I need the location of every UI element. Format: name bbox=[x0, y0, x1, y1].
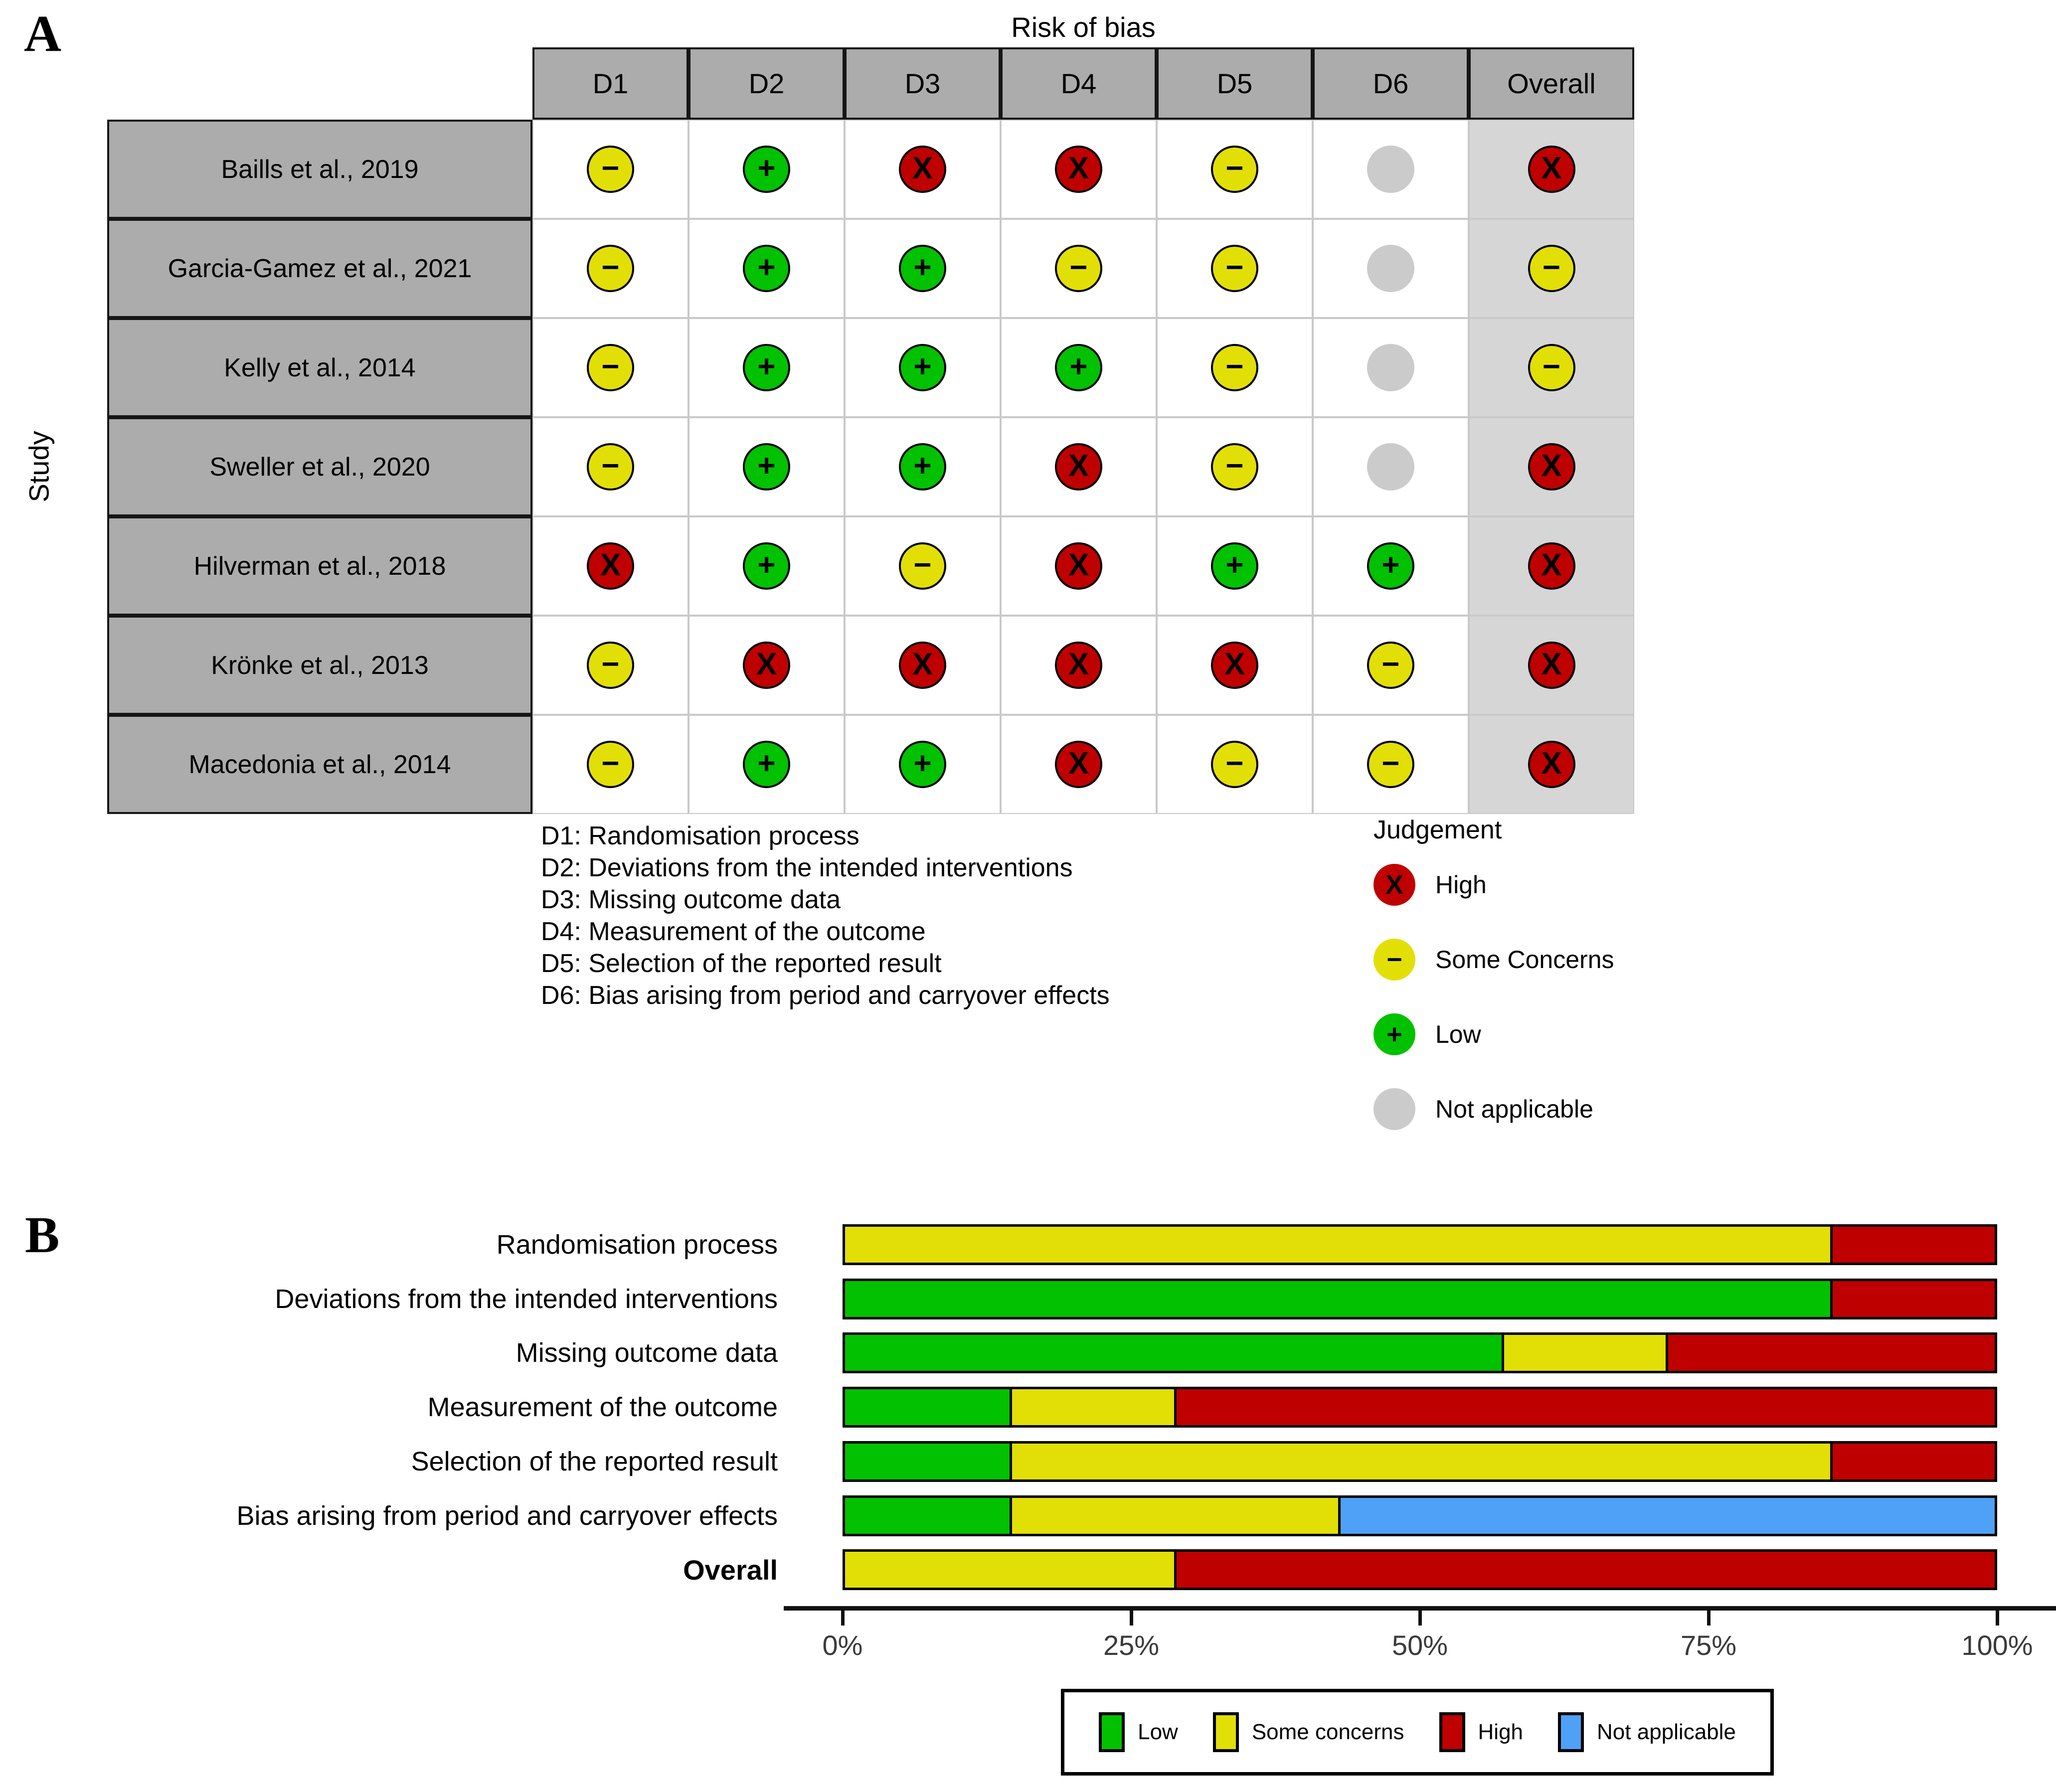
judgement-cell bbox=[1469, 417, 1634, 516]
bar-segment-low bbox=[845, 1444, 1010, 1479]
judgement-symbol: + bbox=[757, 746, 776, 781]
bar-category-label: Deviations from the intended interventions bbox=[275, 1284, 778, 1314]
column-header-d5: D5 bbox=[1157, 47, 1313, 120]
bar-legend-swatch bbox=[1439, 1712, 1465, 1752]
judgement-cell bbox=[688, 417, 845, 516]
stacked-bar bbox=[843, 1441, 1997, 1482]
judgement-circle bbox=[743, 146, 790, 193]
judgement-circle bbox=[1528, 741, 1575, 788]
judgement-symbol: − bbox=[1225, 746, 1244, 781]
judgement-symbol: − bbox=[601, 250, 620, 285]
judgement-cell bbox=[688, 318, 845, 417]
judgement-symbol: − bbox=[1225, 250, 1244, 285]
judgement-symbol: X bbox=[756, 647, 777, 681]
bar-segment-low bbox=[845, 1498, 1010, 1534]
judgement-circle bbox=[1211, 443, 1258, 490]
judgement-symbol: + bbox=[913, 746, 932, 781]
judgement-symbol: X bbox=[1541, 547, 1562, 582]
judgement-symbol: − bbox=[601, 349, 620, 384]
judgement-symbol: X bbox=[1068, 647, 1089, 681]
judgement-circle bbox=[1367, 642, 1414, 689]
bar-category-label: Bias arising from period and carryover effects bbox=[236, 1500, 778, 1531]
judgement-legend-circle bbox=[1373, 939, 1415, 980]
bar-legend-item bbox=[1439, 1712, 1524, 1752]
judgement-cell bbox=[1157, 219, 1313, 318]
judgement-legend-items bbox=[1373, 864, 1614, 1130]
bar-segment-low bbox=[845, 1281, 1830, 1317]
bar-segment-high bbox=[1174, 1552, 1995, 1588]
judgement-symbol: X bbox=[1541, 151, 1562, 185]
judgement-circle bbox=[743, 245, 790, 292]
judgement-cell bbox=[1001, 616, 1157, 715]
column-header-d6: D6 bbox=[1313, 47, 1469, 120]
domain-definition-line: D4: Measurement of the outcome bbox=[541, 917, 926, 946]
judgement-symbol: X bbox=[1541, 647, 1562, 681]
judgement-circle bbox=[1367, 344, 1414, 391]
judgement-legend-item bbox=[1373, 1088, 1614, 1130]
judgement-symbol: − bbox=[913, 547, 932, 582]
judgement-circle bbox=[1528, 245, 1575, 292]
bar-category-label: Missing outcome data bbox=[515, 1338, 778, 1368]
judgement-circle bbox=[1367, 443, 1414, 490]
column-header-d3: D3 bbox=[845, 47, 1001, 120]
panel-a-letter: A bbox=[24, 5, 62, 62]
judgement-symbol: + bbox=[913, 448, 932, 483]
judgement-symbol: − bbox=[1542, 349, 1561, 384]
judgement-cell bbox=[1469, 516, 1634, 616]
judgement-legend-item bbox=[1373, 939, 1614, 980]
stacked-bar bbox=[843, 1495, 1997, 1536]
judgement-symbol: − bbox=[601, 448, 620, 483]
bar-legend-label: High bbox=[1478, 1720, 1524, 1744]
judgement-circle bbox=[1055, 642, 1102, 689]
judgement-cell bbox=[688, 715, 845, 814]
judgement-circle bbox=[587, 741, 634, 788]
judgement-legend-circle bbox=[1373, 1013, 1415, 1055]
judgement-circle bbox=[1055, 542, 1102, 590]
judgement-symbol: + bbox=[1381, 547, 1400, 582]
panel-b-letter: B bbox=[25, 1206, 60, 1264]
judgement-circle bbox=[1211, 344, 1258, 391]
judgement-circle bbox=[899, 542, 946, 590]
judgement-legend-symbol: + bbox=[1386, 1019, 1402, 1049]
judgement-circle bbox=[1211, 245, 1258, 292]
judgement-symbol: − bbox=[601, 647, 620, 681]
x-axis-tick-label: 100% bbox=[1961, 1629, 2033, 1661]
domain-definition-line: D1: Randomisation process bbox=[541, 821, 859, 850]
stacked-bar bbox=[843, 1224, 1997, 1265]
judgement-legend-label: Not applicable bbox=[1435, 1095, 1593, 1123]
judgement-circle bbox=[1367, 542, 1414, 590]
judgement-circle bbox=[1055, 245, 1102, 292]
judgement-cell bbox=[1469, 219, 1634, 318]
judgement-circle bbox=[1211, 642, 1258, 689]
judgement-circle bbox=[1211, 146, 1258, 193]
stacked-bar bbox=[843, 1279, 1997, 1319]
judgement-legend bbox=[1373, 815, 1614, 1163]
judgement-symbol: + bbox=[757, 448, 776, 483]
judgement-circle bbox=[587, 344, 634, 391]
judgement-symbol: X bbox=[1541, 448, 1562, 483]
judgement-circle bbox=[743, 741, 790, 788]
bar-segment-high bbox=[1830, 1281, 1995, 1317]
bar-legend-swatch bbox=[1099, 1712, 1125, 1752]
judgement-circle bbox=[587, 542, 634, 590]
bar-legend-swatch bbox=[1558, 1712, 1584, 1752]
study-label-cell: Macedonia et al., 2014 bbox=[107, 715, 532, 814]
column-header-d4: D4 bbox=[1001, 47, 1157, 120]
table-corner-blank bbox=[107, 47, 532, 120]
judgement-cell bbox=[1313, 616, 1469, 715]
bar-category-label: Measurement of the outcome bbox=[427, 1392, 778, 1423]
judgement-cell bbox=[1469, 120, 1634, 219]
judgement-symbol: + bbox=[913, 349, 932, 384]
judgement-circle bbox=[1367, 741, 1414, 788]
judgement-cell bbox=[1469, 616, 1634, 715]
judgement-circle bbox=[899, 245, 946, 292]
bar-segment-not-applicable bbox=[1338, 1498, 1995, 1534]
judgement-symbol: X bbox=[1068, 151, 1089, 185]
x-axis-line bbox=[784, 1606, 2056, 1611]
judgement-circle bbox=[587, 443, 634, 490]
stacked-bar bbox=[843, 1549, 1997, 1590]
judgement-circle bbox=[1528, 344, 1575, 391]
bar-legend-item bbox=[1099, 1712, 1178, 1752]
judgement-cell bbox=[532, 120, 688, 219]
judgement-cell bbox=[1157, 120, 1313, 219]
domain-definition-line: D2: Deviations from the intended interventions bbox=[541, 853, 1073, 882]
study-label-cell: Krönke et al., 2013 bbox=[107, 616, 532, 715]
study-label-cell: Garcia-Gamez et al., 2021 bbox=[107, 219, 532, 318]
judgement-cell bbox=[688, 219, 845, 318]
bar-legend-label: Some concerns bbox=[1251, 1720, 1404, 1744]
judgement-cell bbox=[1157, 516, 1313, 616]
judgement-legend-label: Some Concerns bbox=[1435, 946, 1614, 974]
judgement-symbol: X bbox=[1068, 448, 1089, 483]
domain-definitions bbox=[541, 820, 1110, 1011]
x-axis-tick-label: 25% bbox=[1103, 1629, 1160, 1661]
judgement-circle bbox=[1367, 245, 1414, 292]
x-axis-tick-label: 75% bbox=[1680, 1629, 1737, 1661]
stacked-bar bbox=[843, 1332, 1997, 1373]
bar-segment-low bbox=[845, 1389, 1010, 1425]
judgement-circle bbox=[1055, 344, 1102, 391]
judgement-cell bbox=[845, 417, 1001, 516]
judgement-legend-symbol: − bbox=[1386, 945, 1402, 975]
judgement-symbol: + bbox=[757, 250, 776, 285]
study-axis-label: Study bbox=[23, 431, 55, 502]
judgement-symbol: − bbox=[601, 746, 620, 781]
bar-segment-high bbox=[1830, 1444, 1995, 1479]
judgement-circle bbox=[743, 542, 790, 590]
judgement-circle bbox=[587, 146, 634, 193]
judgement-cell bbox=[1313, 715, 1469, 814]
judgement-cell bbox=[845, 715, 1001, 814]
study-label-cell: Hilverman et al., 2018 bbox=[107, 516, 532, 616]
judgement-cell bbox=[1469, 715, 1634, 814]
judgement-legend-label: Low bbox=[1435, 1020, 1481, 1048]
judgement-cell bbox=[1313, 516, 1469, 616]
x-axis-tick-label: 50% bbox=[1391, 1629, 1448, 1661]
judgement-cell bbox=[1001, 715, 1157, 814]
judgement-cell bbox=[532, 516, 688, 616]
judgement-cell bbox=[1157, 318, 1313, 417]
judgement-symbol: − bbox=[1225, 448, 1244, 483]
judgement-cell bbox=[532, 715, 688, 814]
judgement-circle bbox=[743, 443, 790, 490]
judgement-legend-item bbox=[1373, 864, 1614, 906]
judgement-circle bbox=[899, 443, 946, 490]
study-label-cell: Sweller et al., 2020 bbox=[107, 417, 532, 516]
bar-segment-some-concerns bbox=[1502, 1335, 1666, 1371]
judgement-legend-symbol: X bbox=[1385, 870, 1404, 900]
judgement-circle bbox=[899, 741, 946, 788]
judgement-circle bbox=[1211, 542, 1258, 590]
x-axis-tick bbox=[1130, 1611, 1133, 1626]
judgement-symbol: + bbox=[757, 547, 776, 582]
judgement-cell bbox=[532, 417, 688, 516]
column-header-overall: Overall bbox=[1469, 47, 1634, 120]
bar-segment-some-concerns bbox=[845, 1552, 1174, 1588]
bar-segment-some-concerns bbox=[845, 1227, 1830, 1263]
bar-legend-item bbox=[1213, 1712, 1404, 1752]
judgement-symbol: + bbox=[913, 250, 932, 285]
judgement-circle bbox=[899, 344, 946, 391]
x-axis-tick bbox=[1418, 1611, 1422, 1626]
judgement-cell bbox=[532, 318, 688, 417]
bar-segment-some-concerns bbox=[1010, 1389, 1174, 1425]
risk-of-bias-title: Risk of bias bbox=[1011, 11, 1156, 43]
judgement-circle bbox=[1367, 146, 1414, 193]
x-axis-tick-label: 0% bbox=[822, 1629, 863, 1661]
bar-legend-item bbox=[1558, 1712, 1736, 1752]
judgement-circle bbox=[1528, 542, 1575, 590]
judgement-symbol: + bbox=[757, 151, 776, 185]
judgement-legend-item bbox=[1373, 1013, 1614, 1055]
bar-category-label: Selection of the reported result bbox=[411, 1446, 778, 1476]
x-axis-tick bbox=[1996, 1611, 1999, 1626]
bar-segment-high bbox=[1666, 1335, 1995, 1371]
judgement-symbol: − bbox=[1069, 250, 1088, 285]
judgement-cell bbox=[1313, 417, 1469, 516]
x-axis-tick bbox=[841, 1611, 845, 1626]
bar-segment-high bbox=[1830, 1227, 1995, 1263]
column-header-d2: D2 bbox=[688, 47, 845, 120]
judgement-cell bbox=[845, 219, 1001, 318]
judgement-cell bbox=[1001, 318, 1157, 417]
bar-category-label: Overall bbox=[683, 1554, 778, 1586]
bar-legend-label: Low bbox=[1138, 1720, 1178, 1744]
judgement-cell bbox=[845, 516, 1001, 616]
bar-category-label: Randomisation process bbox=[496, 1230, 778, 1260]
judgement-circle bbox=[1055, 146, 1102, 193]
judgement-symbol: + bbox=[1225, 547, 1244, 582]
study-label-cell: Baills et al., 2019 bbox=[107, 120, 532, 219]
judgement-symbol: − bbox=[1225, 151, 1244, 185]
judgement-circle bbox=[1528, 146, 1575, 193]
judgement-circle bbox=[1528, 642, 1575, 689]
judgement-symbol: X bbox=[1541, 746, 1562, 781]
judgement-legend-label: High bbox=[1435, 871, 1487, 899]
judgement-cell bbox=[688, 616, 845, 715]
judgement-symbol: X bbox=[600, 547, 621, 582]
judgement-cell bbox=[1157, 417, 1313, 516]
judgement-symbol: + bbox=[1069, 349, 1088, 384]
judgement-cell bbox=[688, 120, 845, 219]
domain-definition-line: D3: Missing outcome data bbox=[541, 885, 841, 914]
judgement-symbol: − bbox=[1542, 250, 1561, 285]
judgement-cell bbox=[1157, 616, 1313, 715]
judgement-cell bbox=[532, 616, 688, 715]
judgement-circle bbox=[1528, 443, 1575, 490]
bar-segment-some-concerns bbox=[1010, 1444, 1830, 1479]
bar-segment-high bbox=[1174, 1389, 1995, 1425]
stacked-bar bbox=[843, 1387, 1997, 1428]
bar-chart-legend bbox=[1061, 1689, 1774, 1776]
judgement-symbol: X bbox=[912, 647, 933, 681]
domain-definition-line: D5: Selection of the reported result bbox=[541, 949, 942, 978]
judgement-cell bbox=[845, 318, 1001, 417]
judgement-symbol: X bbox=[1068, 746, 1089, 781]
bar-segment-low bbox=[845, 1335, 1502, 1371]
judgement-symbol: − bbox=[601, 151, 620, 185]
traffic-light-table bbox=[107, 47, 1634, 814]
judgement-cell bbox=[1313, 120, 1469, 219]
judgement-circle bbox=[743, 642, 790, 689]
judgement-cell bbox=[532, 219, 688, 318]
judgement-cell bbox=[1001, 219, 1157, 318]
judgement-cell bbox=[1313, 219, 1469, 318]
judgement-symbol: X bbox=[1224, 647, 1245, 681]
column-header-d1: D1 bbox=[532, 47, 688, 120]
judgement-circle bbox=[1055, 741, 1102, 788]
judgement-legend-title: Judgement bbox=[1373, 815, 1502, 844]
judgement-symbol: + bbox=[757, 349, 776, 384]
judgement-cell bbox=[688, 516, 845, 616]
judgement-circle bbox=[899, 146, 946, 193]
judgement-cell bbox=[845, 616, 1001, 715]
judgement-circle bbox=[743, 344, 790, 391]
judgement-circle bbox=[587, 245, 634, 292]
judgement-circle bbox=[587, 642, 634, 689]
judgement-cell bbox=[845, 120, 1001, 219]
judgement-symbol: X bbox=[912, 151, 933, 185]
x-axis-tick bbox=[1707, 1611, 1711, 1626]
judgement-symbol: − bbox=[1225, 349, 1244, 384]
judgement-cell bbox=[1313, 318, 1469, 417]
bar-legend-label: Not applicable bbox=[1597, 1720, 1736, 1744]
study-label-cell: Kelly et al., 2014 bbox=[107, 318, 532, 417]
judgement-legend-circle bbox=[1373, 864, 1415, 906]
judgement-circle bbox=[899, 642, 946, 689]
judgement-symbol: X bbox=[1068, 547, 1089, 582]
bar-legend-swatch bbox=[1213, 1712, 1239, 1752]
bar-segment-some-concerns bbox=[1010, 1498, 1339, 1534]
judgement-symbol: − bbox=[1381, 746, 1400, 781]
judgement-cell bbox=[1001, 120, 1157, 219]
judgement-circle bbox=[1211, 741, 1258, 788]
judgement-symbol: − bbox=[1381, 647, 1400, 681]
judgement-cell bbox=[1001, 516, 1157, 616]
judgement-cell bbox=[1001, 417, 1157, 516]
judgement-cell bbox=[1469, 318, 1634, 417]
judgement-cell bbox=[1157, 715, 1313, 814]
judgement-circle bbox=[1055, 443, 1102, 490]
judgement-legend-circle bbox=[1373, 1088, 1415, 1130]
domain-definition-line: D6: Bias arising from period and carryover effects bbox=[541, 981, 1110, 1010]
